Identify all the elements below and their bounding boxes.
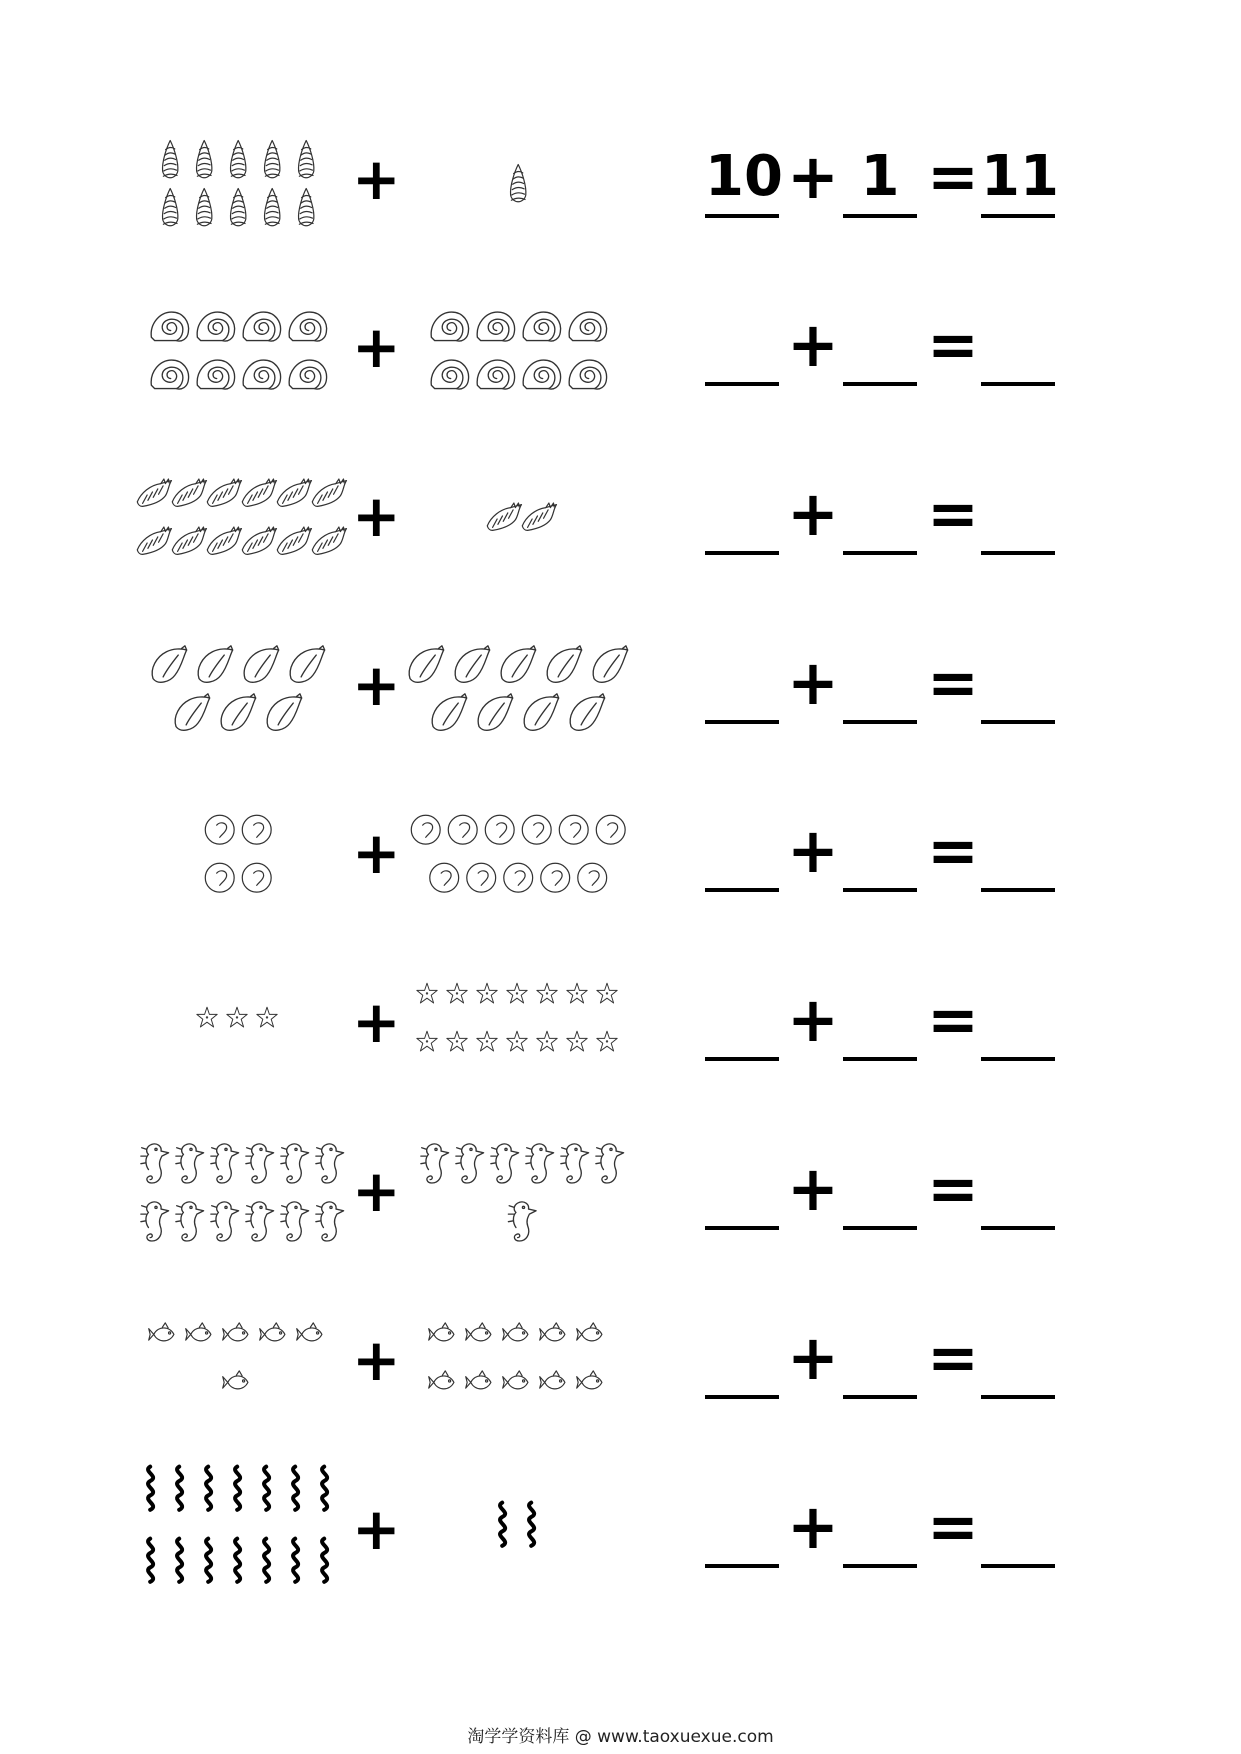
seahorse-icon xyxy=(561,1144,589,1183)
sum-blank[interactable] xyxy=(981,646,1055,724)
pearl-icon xyxy=(504,863,533,892)
fish-icon xyxy=(539,1371,564,1389)
addend-2-blank[interactable] xyxy=(843,1490,917,1568)
starfish-icon xyxy=(507,1031,527,1051)
wave-icon xyxy=(322,1539,327,1582)
fish-icon xyxy=(539,1323,564,1341)
equals-sign: = xyxy=(927,814,979,887)
pearl-icon xyxy=(430,863,459,892)
plus-sign: + xyxy=(352,819,401,887)
plus-sign: + xyxy=(787,1152,839,1225)
fish-icon xyxy=(428,1371,453,1389)
pearl-icon xyxy=(205,815,234,844)
equation xyxy=(695,983,1175,1093)
seahorse-icon xyxy=(316,1144,344,1183)
snail-shell-left-group-2 xyxy=(142,303,338,399)
pearl-icon xyxy=(522,815,551,844)
whelk-shell-icon xyxy=(455,646,489,682)
wave-icon xyxy=(177,1539,182,1582)
seahorse-icon xyxy=(246,1202,274,1241)
tall-shell-icon xyxy=(163,141,178,178)
conch-shell-icon xyxy=(172,527,206,554)
whelk-shell-icon xyxy=(267,694,301,730)
wave-icon xyxy=(322,1467,327,1510)
problem-row-1 xyxy=(0,100,1241,270)
addend-2-blank[interactable] xyxy=(843,1321,917,1399)
problem-row-3 xyxy=(0,437,1241,607)
pearl-icon xyxy=(541,863,570,892)
starfish-icon xyxy=(597,1031,617,1051)
conch-shell-right-group-3 xyxy=(479,496,561,544)
addend-1-blank[interactable] xyxy=(705,1490,779,1568)
pearl-left-group-5 xyxy=(197,809,283,905)
whelk-shell-icon xyxy=(290,646,324,682)
seahorse-icon xyxy=(421,1144,449,1183)
addend-2-blank[interactable]: 1 xyxy=(843,140,917,218)
whelk-shell-icon xyxy=(152,646,186,682)
seahorse-icon xyxy=(456,1144,484,1183)
addend-2-blank[interactable] xyxy=(843,983,917,1061)
seahorse-icon xyxy=(176,1202,204,1241)
conch-shell-icon xyxy=(242,527,276,554)
starfish-icon xyxy=(537,983,557,1003)
conch-shell-icon xyxy=(137,479,171,506)
wave-icon xyxy=(235,1467,240,1510)
equation xyxy=(695,1321,1175,1431)
plus-sign: + xyxy=(352,1157,401,1225)
conch-shell-icon xyxy=(242,479,276,506)
whelk-shell-icon xyxy=(547,646,581,682)
equals-sign: = xyxy=(927,477,979,550)
sum-blank[interactable] xyxy=(981,1152,1055,1230)
snail-shell-icon xyxy=(477,360,514,389)
conch-shell-icon xyxy=(522,503,556,530)
snail-shell-icon xyxy=(151,312,188,341)
sum-blank[interactable] xyxy=(981,814,1055,892)
problem-row-8 xyxy=(0,1281,1241,1451)
equation xyxy=(695,646,1175,756)
equation xyxy=(695,308,1175,418)
plus-sign: + xyxy=(787,646,839,719)
whelk-shell-icon xyxy=(478,694,512,730)
problem-row-6 xyxy=(0,943,1241,1113)
seahorse-icon xyxy=(246,1144,274,1183)
seahorse-icon xyxy=(141,1144,169,1183)
seahorse-icon xyxy=(176,1144,204,1183)
snail-shell-icon xyxy=(243,360,280,389)
addend-1-blank[interactable] xyxy=(705,477,779,555)
plus-sign: + xyxy=(787,814,839,887)
fish-icon xyxy=(222,1371,247,1389)
tall-shell-icon xyxy=(265,189,280,226)
tall-shell-left-group-1 xyxy=(149,135,331,231)
right-picture-group xyxy=(485,1497,555,1667)
plus-sign: + xyxy=(352,313,401,381)
tall-shell-icon xyxy=(231,141,246,178)
starfish-icon xyxy=(477,1031,497,1051)
starfish-icon xyxy=(447,1031,467,1051)
addend-2-blank[interactable] xyxy=(843,477,917,555)
starfish-icon xyxy=(447,983,467,1003)
tall-shell-icon xyxy=(299,189,314,226)
plus-sign: + xyxy=(352,145,401,213)
seahorse-icon xyxy=(491,1144,519,1183)
problem-row-7 xyxy=(0,1112,1241,1282)
wave-icon xyxy=(264,1539,269,1582)
fish-right-group-8 xyxy=(422,1316,619,1412)
whelk-shell-left-group-4 xyxy=(142,641,338,737)
problem-row-9 xyxy=(0,1450,1241,1620)
conch-shell-left-group-3 xyxy=(129,472,351,568)
whelk-shell-icon xyxy=(570,694,604,730)
equals-sign: = xyxy=(927,308,979,381)
equals-sign: = xyxy=(927,983,979,1056)
fish-icon xyxy=(502,1323,527,1341)
starfish-icon xyxy=(567,983,587,1003)
tall-shell-icon xyxy=(231,189,246,226)
plus-sign: + xyxy=(787,983,839,1056)
wave-icon xyxy=(293,1467,298,1510)
tall-shell-icon xyxy=(265,141,280,178)
pearl-icon xyxy=(242,815,271,844)
pearl-icon xyxy=(596,815,625,844)
equation xyxy=(695,814,1175,924)
whelk-shell-icon xyxy=(221,694,255,730)
plus-sign: + xyxy=(787,140,839,213)
problem-row-5 xyxy=(0,774,1241,944)
snail-shell-icon xyxy=(289,312,326,341)
plus-sign: + xyxy=(352,651,401,719)
whelk-shell-icon xyxy=(198,646,232,682)
pearl-icon xyxy=(467,863,496,892)
starfish-icon xyxy=(537,1031,557,1051)
seahorse-icon xyxy=(316,1202,344,1241)
fish-icon xyxy=(465,1371,490,1389)
equals-sign: = xyxy=(927,1490,979,1563)
addend-1-blank[interactable] xyxy=(705,1152,779,1230)
addend-2-blank[interactable] xyxy=(843,646,917,724)
addend-1-blank[interactable]: 10 xyxy=(705,140,779,218)
snail-shell-icon xyxy=(197,312,234,341)
starfish-icon xyxy=(417,983,437,1003)
sum-blank[interactable] xyxy=(981,1321,1055,1399)
wave-icon xyxy=(148,1467,153,1510)
wave-icon xyxy=(177,1467,182,1510)
starfish-icon xyxy=(507,983,527,1003)
equation xyxy=(695,1490,1175,1600)
fish-icon xyxy=(576,1371,601,1389)
addend-1-blank[interactable] xyxy=(705,308,779,386)
plus-sign: + xyxy=(352,482,401,550)
pearl-icon xyxy=(205,863,234,892)
starfish-left-group-6 xyxy=(189,1002,291,1050)
sum-blank[interactable] xyxy=(981,308,1055,386)
whelk-shell-icon xyxy=(175,694,209,730)
whelk-shell-icon xyxy=(501,646,535,682)
seahorse-right-group-7 xyxy=(409,1137,631,1253)
plus-sign: + xyxy=(352,988,401,1056)
plus-sign: + xyxy=(787,477,839,550)
fish-icon xyxy=(259,1323,284,1341)
fish-icon xyxy=(222,1323,247,1341)
sum-blank[interactable] xyxy=(981,983,1055,1061)
equals-sign: = xyxy=(927,140,979,213)
fish-left-group-8 xyxy=(142,1316,339,1412)
fish-icon xyxy=(296,1323,321,1341)
snail-shell-icon xyxy=(151,360,188,389)
pearl-icon xyxy=(559,815,588,844)
snail-shell-icon xyxy=(569,360,606,389)
snail-shell-icon xyxy=(523,360,560,389)
problem-row-2 xyxy=(0,268,1241,438)
whelk-shell-icon xyxy=(432,694,466,730)
equation xyxy=(695,140,1175,250)
seahorse-icon xyxy=(211,1144,239,1183)
tall-shell-icon xyxy=(511,165,526,202)
snail-shell-icon xyxy=(477,312,514,341)
wave-icon xyxy=(235,1539,240,1582)
conch-shell-icon xyxy=(137,527,171,554)
conch-shell-icon xyxy=(487,503,521,530)
addend-1-blank[interactable] xyxy=(705,983,779,1061)
seahorse-icon xyxy=(281,1202,309,1241)
plus-sign: + xyxy=(787,1490,839,1563)
fish-icon xyxy=(576,1323,601,1341)
seahorse-icon xyxy=(281,1144,309,1183)
addend-1-blank[interactable] xyxy=(705,646,779,724)
snail-shell-icon xyxy=(289,360,326,389)
seahorse-left-group-7 xyxy=(129,1137,351,1253)
footer-watermark: 淘学学资料库 @ www.taoxuexue.com xyxy=(467,1727,774,1747)
pearl-icon xyxy=(578,863,607,892)
sum-blank[interactable]: 11 xyxy=(981,140,1055,218)
sum-blank[interactable] xyxy=(981,1490,1055,1568)
starfish-icon xyxy=(227,1007,247,1027)
starfish-icon xyxy=(417,1031,437,1051)
equation xyxy=(695,1152,1175,1262)
wave-right-group-9 xyxy=(485,1497,555,1569)
seahorse-icon xyxy=(526,1144,554,1183)
pearl-icon xyxy=(485,815,514,844)
problem-row-4 xyxy=(0,606,1241,776)
seahorse-icon xyxy=(141,1202,169,1241)
seahorse-icon xyxy=(508,1202,536,1241)
addend-2-blank[interactable] xyxy=(843,308,917,386)
starfish-icon xyxy=(477,983,497,1003)
starfish-icon xyxy=(197,1007,217,1027)
conch-shell-icon xyxy=(277,527,311,554)
fish-icon xyxy=(465,1323,490,1341)
snail-shell-icon xyxy=(431,360,468,389)
fish-icon xyxy=(502,1371,527,1389)
equals-sign: = xyxy=(927,1152,979,1225)
starfish-icon xyxy=(567,1031,587,1051)
addend-1-blank[interactable] xyxy=(705,814,779,892)
addend-1-blank[interactable] xyxy=(705,1321,779,1399)
equation xyxy=(695,477,1175,587)
left-picture-group xyxy=(133,1461,348,1631)
plus-sign: + xyxy=(352,1495,401,1563)
tall-shell-icon xyxy=(197,189,212,226)
starfish-right-group-6 xyxy=(409,978,631,1074)
wave-icon xyxy=(264,1467,269,1510)
equals-sign: = xyxy=(927,646,979,719)
tall-shell-right-group-1 xyxy=(497,159,543,207)
tall-shell-icon xyxy=(299,141,314,178)
whelk-shell-icon xyxy=(409,646,443,682)
snail-shell-right-group-2 xyxy=(422,303,618,399)
snail-shell-icon xyxy=(431,312,468,341)
seahorse-icon xyxy=(596,1144,624,1183)
wave-left-group-9 xyxy=(133,1461,348,1605)
equals-sign: = xyxy=(927,1321,979,1394)
conch-shell-icon xyxy=(312,527,346,554)
plus-sign: + xyxy=(787,1321,839,1394)
seahorse-icon xyxy=(211,1202,239,1241)
whelk-shell-right-group-4 xyxy=(399,641,641,737)
snail-shell-icon xyxy=(243,312,280,341)
pearl-right-group-5 xyxy=(403,809,637,905)
fish-icon xyxy=(428,1323,453,1341)
pearl-icon xyxy=(242,863,271,892)
conch-shell-icon xyxy=(312,479,346,506)
addend-2-blank[interactable] xyxy=(843,1152,917,1230)
conch-shell-icon xyxy=(277,479,311,506)
wave-icon xyxy=(148,1539,153,1582)
plus-sign: + xyxy=(787,308,839,381)
pearl-icon xyxy=(448,815,477,844)
snail-shell-icon xyxy=(197,360,234,389)
wave-icon xyxy=(500,1503,505,1546)
pearl-icon xyxy=(411,815,440,844)
starfish-icon xyxy=(597,983,617,1003)
starfish-icon xyxy=(257,1007,277,1027)
snail-shell-icon xyxy=(569,312,606,341)
wave-icon xyxy=(206,1539,211,1582)
fish-icon xyxy=(185,1323,210,1341)
whelk-shell-icon xyxy=(524,694,558,730)
addend-2-blank[interactable] xyxy=(843,814,917,892)
wave-icon xyxy=(529,1503,534,1546)
conch-shell-icon xyxy=(207,527,241,554)
tall-shell-icon xyxy=(197,141,212,178)
conch-shell-icon xyxy=(172,479,206,506)
wave-icon xyxy=(293,1539,298,1582)
whelk-shell-icon xyxy=(593,646,627,682)
tall-shell-icon xyxy=(163,189,178,226)
fish-icon xyxy=(148,1323,173,1341)
sum-blank[interactable] xyxy=(981,477,1055,555)
plus-sign: + xyxy=(352,1326,401,1394)
conch-shell-icon xyxy=(207,479,241,506)
wave-icon xyxy=(206,1467,211,1510)
snail-shell-icon xyxy=(523,312,560,341)
whelk-shell-icon xyxy=(244,646,278,682)
